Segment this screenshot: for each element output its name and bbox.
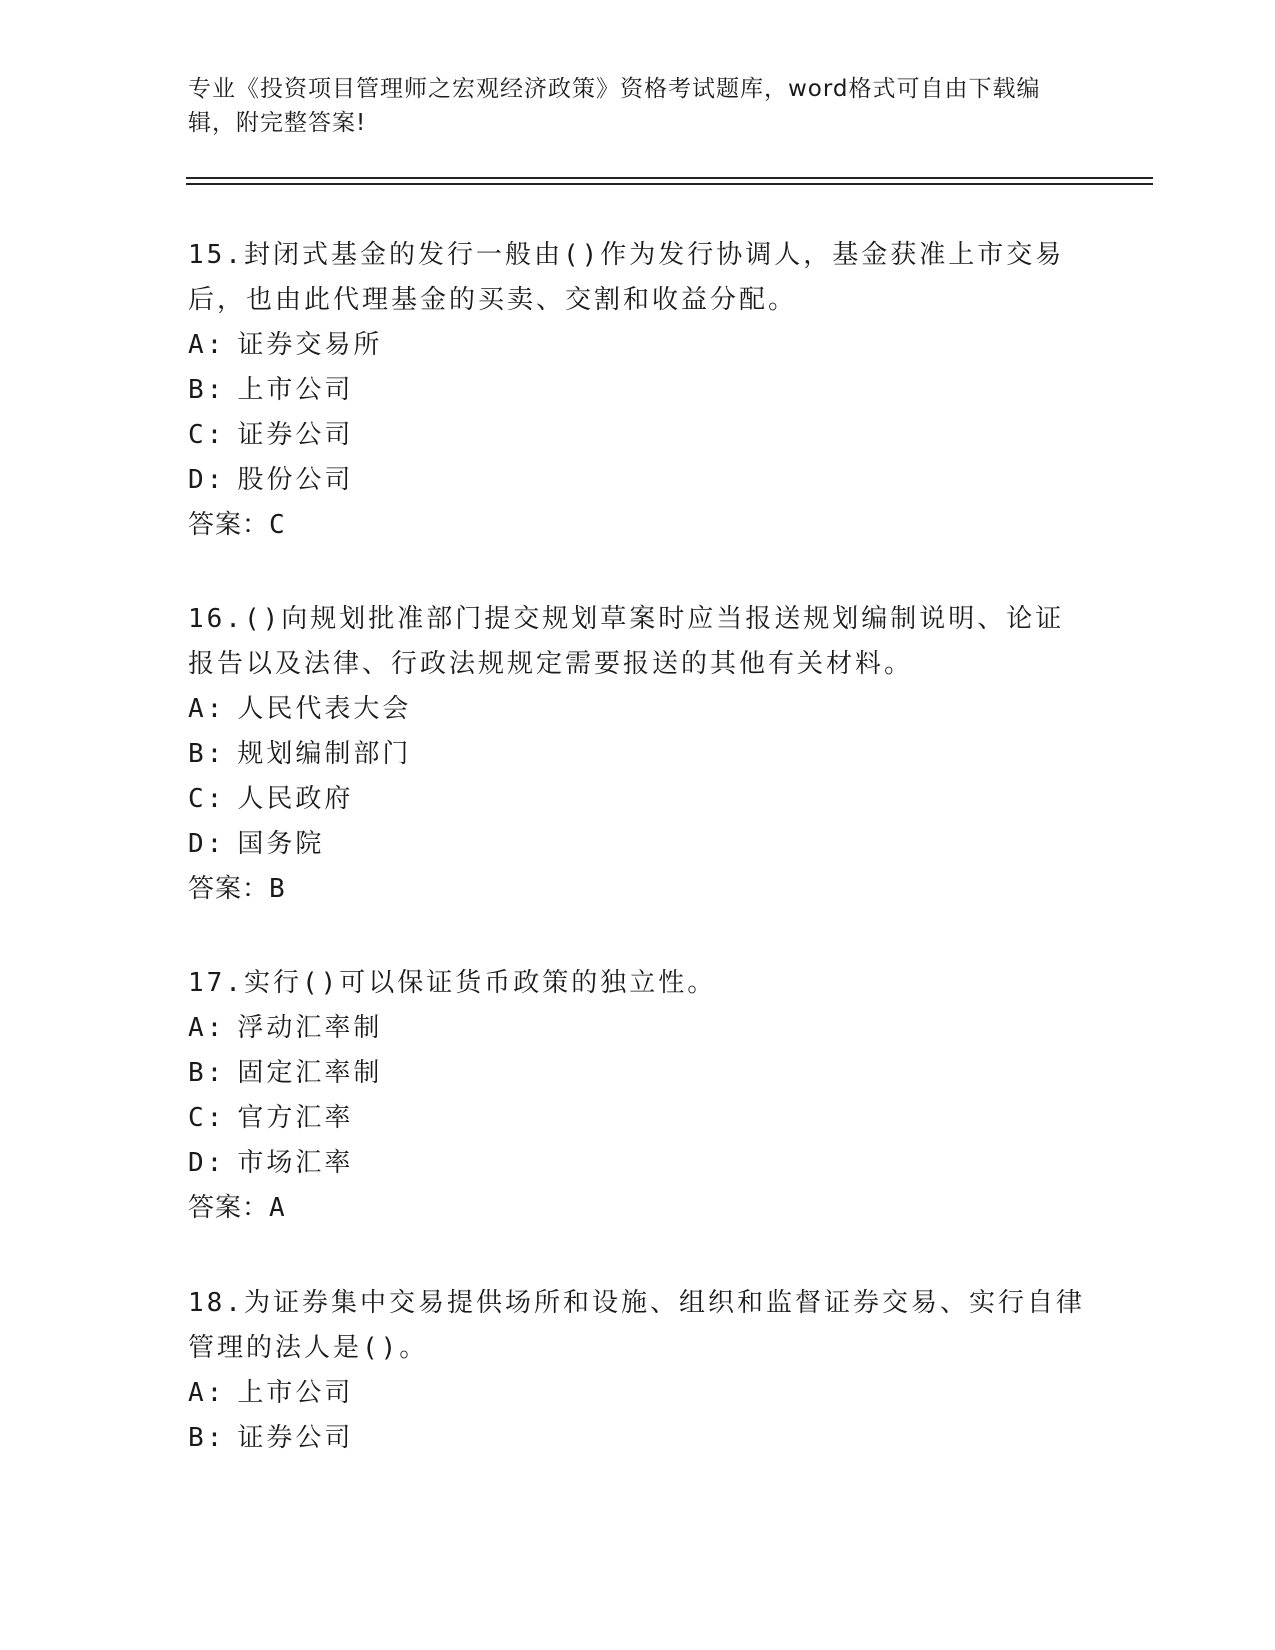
option-c (188, 1096, 1088, 1141)
option-text: 证券公司 (237, 1423, 354, 1453)
question-stem: 16.()向规划批准部门提交规划草案时应当报送规划编制说明、论证报告以及法律、行政法规规定需要报送的其他有关材料。 (188, 604, 1065, 679)
option-a (188, 1006, 1088, 1051)
answer-value: C (269, 510, 286, 540)
option-b (188, 732, 1088, 777)
answer-value: B (269, 874, 286, 904)
question-16 (188, 597, 1088, 912)
option-text: 股份公司 (237, 465, 354, 495)
option-key: C: (188, 420, 226, 450)
answer-label: 答案： (188, 1193, 270, 1223)
option-d (188, 1141, 1088, 1186)
option-key: D: (188, 465, 226, 495)
option-d (188, 458, 1088, 503)
option-text: 市场汇率 (237, 1148, 354, 1178)
option-key: C: (188, 1103, 226, 1133)
question-stem: 17.实行()可以保证货币政策的独立性。 (188, 968, 717, 998)
option-b (188, 1051, 1088, 1096)
option-key: A: (188, 330, 226, 360)
question-stem: 15.封闭式基金的发行一般由()作为发行协调人，基金获准上市交易后，也由此代理基金的买卖、交割和收益分配。 (188, 240, 1065, 315)
option-b (188, 368, 1088, 413)
option-key: B: (188, 1058, 226, 1088)
answer-label: 答案： (188, 874, 270, 904)
option-d (188, 822, 1088, 867)
option-text: 国务院 (237, 829, 325, 859)
option-text: 人民政府 (237, 784, 354, 814)
question-18 (188, 1281, 1088, 1461)
option-text: 人民代表大会 (237, 694, 412, 724)
option-key: B: (188, 739, 226, 769)
option-a (188, 323, 1088, 368)
option-key: A: (188, 694, 226, 724)
option-text: 上市公司 (237, 1378, 354, 1408)
option-key: D: (188, 1148, 226, 1178)
option-text: 固定汇率制 (237, 1058, 383, 1088)
document-header: 专业《投资项目管理师之宏观经济政策》资格考试题库，word格式可自由下载编辑，附完整答案! (188, 76, 1041, 136)
answer-line (188, 503, 1088, 548)
question-stem: 18.为证券集中交易提供场所和设施、组织和监督证券交易、实行自律管理的法人是()。 (188, 1288, 1085, 1363)
option-key: B: (188, 375, 226, 405)
option-a (188, 687, 1088, 732)
answer-label: 答案： (188, 510, 270, 540)
option-key: D: (188, 829, 226, 859)
header-divider-bottom (186, 183, 1153, 185)
option-key: A: (188, 1013, 226, 1043)
answer-line (188, 1186, 1088, 1231)
header-divider-top (186, 177, 1153, 179)
option-b (188, 1416, 1088, 1461)
option-text: 上市公司 (237, 375, 354, 405)
option-key: C: (188, 784, 226, 814)
option-c (188, 413, 1088, 458)
option-text: 浮动汇率制 (237, 1013, 383, 1043)
option-text: 规划编制部门 (237, 739, 412, 769)
answer-value: A (269, 1193, 286, 1223)
option-text: 证券交易所 (237, 330, 383, 360)
option-text: 证券公司 (237, 420, 354, 450)
question-15 (188, 233, 1088, 548)
option-a (188, 1371, 1088, 1416)
option-key: A: (188, 1378, 226, 1408)
answer-line (188, 867, 1088, 912)
option-text: 官方汇率 (237, 1103, 354, 1133)
option-key: B: (188, 1423, 226, 1453)
question-17 (188, 961, 1088, 1231)
option-c (188, 777, 1088, 822)
